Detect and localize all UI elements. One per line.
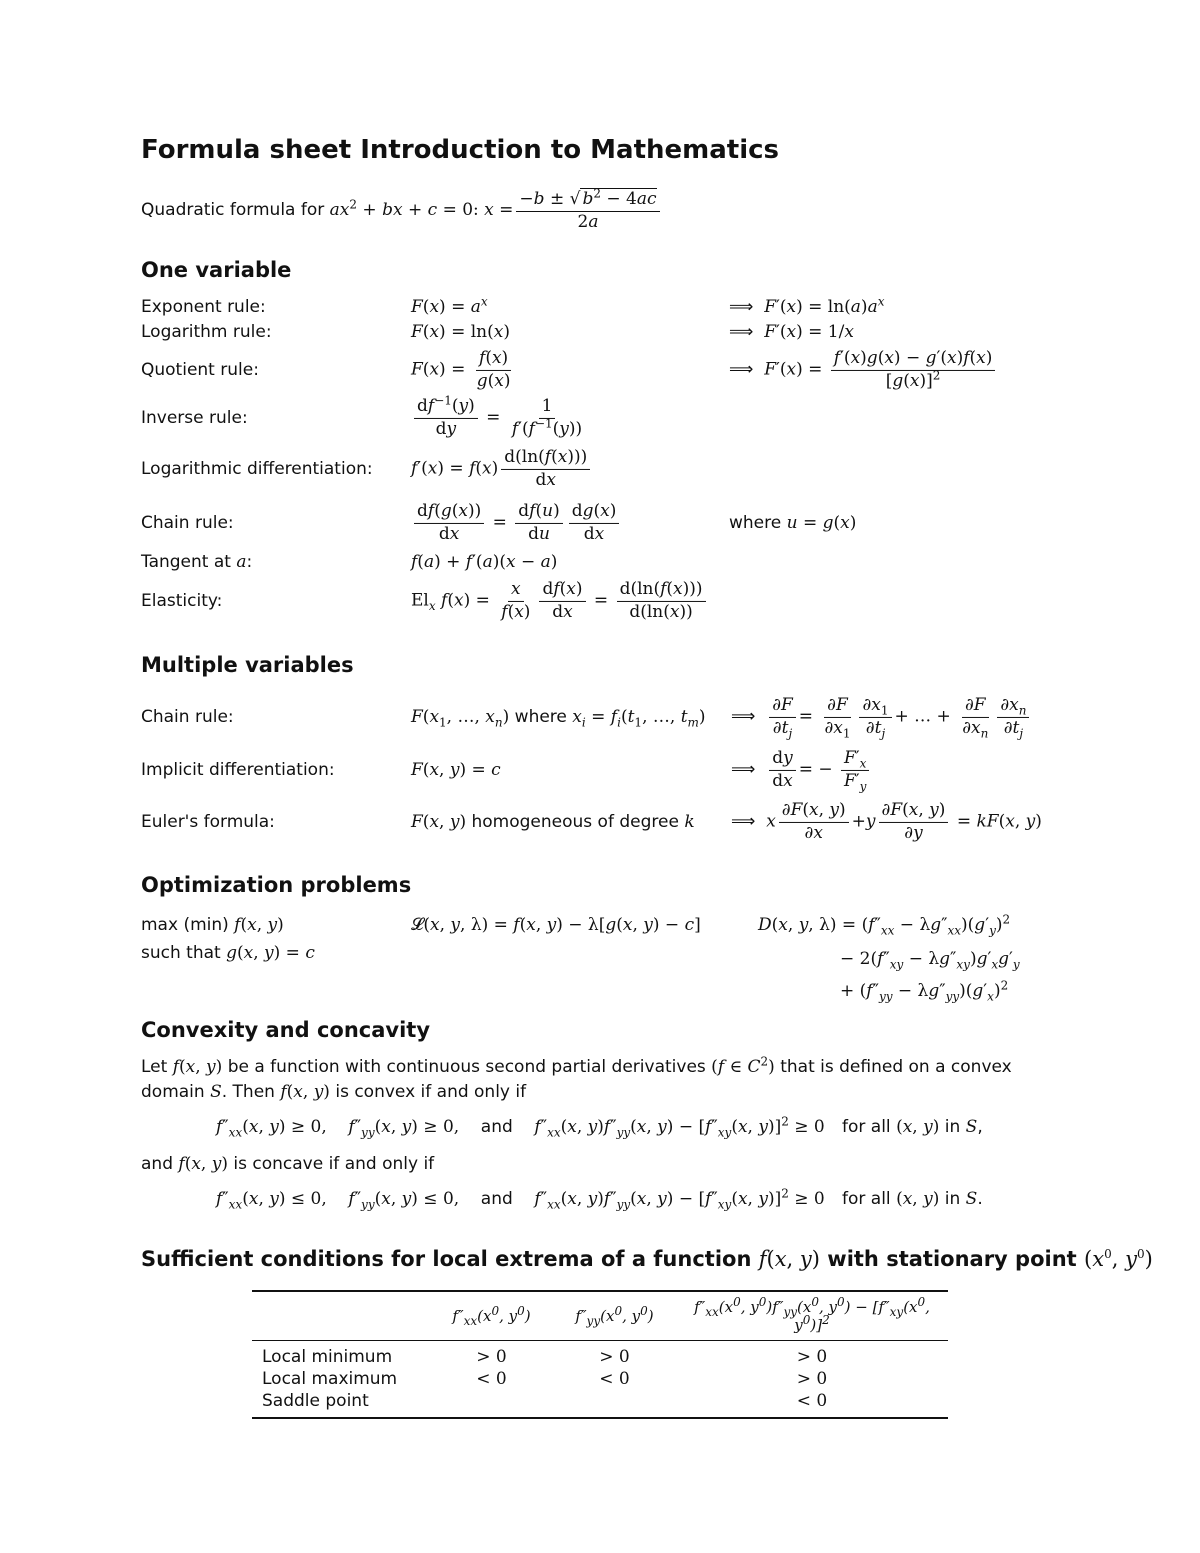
table-row bbox=[252, 1341, 948, 1369]
table-row bbox=[252, 1368, 948, 1390]
section-one-variable: One variable bbox=[141, 258, 292, 282]
exponent-rule-result: ⟹ $F'(x) = \ln(a)a^x$ bbox=[729, 294, 885, 317]
multi-chain-label: Chain rule: bbox=[141, 707, 234, 727]
row-label: Local minimum bbox=[262, 1347, 393, 1367]
quadratic-formula bbox=[141, 186, 663, 236]
quadratic-equation: $ax^2$ + bx + c = 0: x = bbox=[329, 197, 514, 221]
multi-chain-formula: $F(x_1$, …, $x_n$) where $x_i = f_i(t_1$, …, $t_m$) bbox=[411, 707, 706, 730]
chain-rule-row bbox=[141, 499, 1061, 547]
section-sufficient: Sufficient conditions for local extrema of a function f(x, y) with stationary point ($x^0$, $y^0$) bbox=[141, 1247, 1153, 1271]
chain-rule-where: where u = g(x) bbox=[729, 513, 857, 533]
table-header-row bbox=[252, 1291, 948, 1341]
section-convexity: Convexity and concavity bbox=[141, 1018, 431, 1042]
quadratic-label: Quadratic formula for bbox=[141, 200, 325, 221]
row-fxx: < 0 bbox=[476, 1369, 507, 1389]
convex-condition: $f''_{xx}(x$, y) ≥ 0, $f''_{yy}(x$, y) ≥ 0, and $f''_{xx}(x$, $y)f''_{yy}(x$, $y) - [f''_{xy}(x$, y)]$^2$ ≥ 0 bbox=[216, 1114, 825, 1140]
tangent-row bbox=[141, 549, 1061, 575]
lagrangian: 𝓛(x, y, λ) = f(x, y) − λ[g(x, y) − c] bbox=[411, 915, 701, 935]
log-diff-label: Logarithmic differentiation: bbox=[141, 459, 373, 479]
elasticity-formula: $El_x$ f(x) = $\frac{x}{f(x)}$ $\frac{df(x)}{dx}$ = $\frac{d(\ln(f(x)))}{d(\ln(x))}$ bbox=[411, 580, 709, 622]
row-label: Local maximum bbox=[262, 1369, 398, 1389]
row-fyy: < 0 bbox=[599, 1369, 630, 1389]
euler-row bbox=[141, 797, 1061, 847]
quotient-rule-result: ⟹ F′(x) = $\frac{f'(x)g(x) - g'(x)f(x)}{[g(x)]^2}$ bbox=[729, 349, 998, 391]
quotient-rule-formula: F(x) = $\frac{f(x)}{g(x)}$ bbox=[411, 347, 511, 391]
sufficient-conditions-table bbox=[252, 1290, 948, 1419]
row-fyy bbox=[553, 1390, 676, 1418]
table-header-empty bbox=[252, 1291, 430, 1341]
row-det: > 0 bbox=[796, 1347, 828, 1367]
concave-intro: and f(x, y) is concave if and only if bbox=[141, 1154, 435, 1174]
implicit-formula: F(x, y) = c bbox=[411, 760, 501, 780]
log-diff-formula: f′(x) = f(x) $\frac{d(\ln(f(x)))}{dx}$ bbox=[411, 448, 593, 490]
row-det: < 0 bbox=[796, 1391, 828, 1411]
section-multiple-variables: Multiple variables bbox=[141, 653, 354, 677]
concave-condition: $f''_{xx}(x$, y) ≤ 0, $f''_{yy}(x$, y) ≤ 0, and $f''_{xx}(x$, $y)f''_{yy}(x$, $y) - [f''_{xy}(x$, y)]$^2$ ≥ 0 bbox=[216, 1186, 825, 1212]
convexity-intro-line-1: Let f(x, y) be a function with continuous second partial derivatives (f ∈ $C^2$) that is defined on a convex bbox=[141, 1054, 1012, 1077]
table-header-fxx: $f''_{xx}(x^0$, $y^0$) bbox=[430, 1291, 553, 1341]
tangent-formula: f(a) + f′(a)(x − a) bbox=[411, 552, 558, 572]
inverse-rule-row bbox=[141, 394, 1061, 442]
such-that-constraint: such that g(x, y) = c bbox=[141, 943, 315, 963]
chain-rule-label: Chain rule: bbox=[141, 513, 234, 533]
row-fxx bbox=[430, 1390, 553, 1418]
exponent-rule-formula: $F(x) = a^x$ bbox=[411, 294, 488, 317]
quadratic-fraction: $\frac{-b \pm √ b^2 - 4ac}{2a}$ bbox=[516, 190, 659, 232]
row-fyy: > 0 bbox=[599, 1347, 630, 1367]
row-fxx: > 0 bbox=[476, 1347, 507, 1367]
max-min-objective: max (min) f(x, y) bbox=[141, 915, 284, 935]
convexity-intro-line-2: domain S. Then f(x, y) is convex if and only if bbox=[141, 1082, 527, 1102]
table-row bbox=[252, 1390, 948, 1418]
quotient-rule-row bbox=[141, 346, 1061, 394]
logarithm-rule-result: ⟹ F′(x) = 1/x bbox=[729, 322, 854, 342]
tangent-label: Tangent at a: bbox=[141, 552, 253, 572]
implicit-row bbox=[141, 745, 1061, 795]
table-header-fyy: $f''_{yy}(x^0$, $y^0$) bbox=[553, 1291, 676, 1341]
euler-label: Euler's formula: bbox=[141, 812, 275, 832]
quotient-rule-label: Quotient rule: bbox=[141, 360, 259, 380]
log-diff-row bbox=[141, 445, 1061, 493]
euler-formula: F(x, y) homogeneous of degree k bbox=[411, 812, 695, 832]
bordered-hessian-line-3: + $(f''_{yy} - \lambda g''_{yy})(g'_x)^2$ bbox=[840, 978, 1009, 1004]
logarithm-rule-formula: F(x) = ln(x) bbox=[411, 322, 510, 342]
inverse-rule-label: Inverse rule: bbox=[141, 408, 248, 428]
chain-rule-formula: $\frac{df(g(x))}{dx}$ = $\frac{df(u)}{du}$ $\frac{dg(x)}{dx}$ bbox=[411, 502, 622, 544]
implicit-result: ⟹ $\frac{dy}{dx}$ = − $\frac{F'_x}{F'_y}$ bbox=[731, 749, 872, 791]
elasticity-row bbox=[141, 577, 1061, 625]
exponent-rule-row bbox=[141, 294, 1061, 320]
bordered-hessian-line-1: D(x, y, $\lambda) = (f''_{xx} - \lambda g''_{xx})(g'_y)^2$ bbox=[758, 912, 1011, 938]
multi-chain-row bbox=[141, 692, 1061, 742]
row-det: > 0 bbox=[796, 1369, 828, 1389]
implicit-label: Implicit differentiation: bbox=[141, 760, 335, 780]
exponent-rule-label: Exponent rule: bbox=[141, 297, 266, 317]
section-optimization: Optimization problems bbox=[141, 873, 412, 897]
convex-domain: for all (x, y) in S, bbox=[842, 1117, 983, 1137]
table-header-determinant: $f''_{xx}(x^0$, $y^0)f''_{yy}(x^0$, $y^0) - [f''_{xy}(x^0$, $y^0)]^2$ bbox=[676, 1291, 948, 1341]
row-label: Saddle point bbox=[262, 1391, 369, 1411]
logarithm-rule-row bbox=[141, 319, 1061, 345]
bordered-hessian-line-2: − $2(f''_{xy} - \lambda g''_{xy})g'_xg'_y$ bbox=[840, 949, 1020, 972]
logarithm-rule-label: Logarithm rule: bbox=[141, 322, 272, 342]
inverse-rule-formula: $\frac{df^{-1}(y)}{dy}$ = $\frac{1}{f'(f^{-1}(y))}$ bbox=[411, 397, 588, 439]
page-title: Formula sheet Introduction to Mathematics bbox=[141, 135, 780, 165]
concave-domain: for all (x, y) in S. bbox=[842, 1189, 983, 1209]
multi-chain-result: ⟹ $\frac{\partial F}{\partial t_j}$ = $\frac{\partial F}{\partial x_1}$ $\frac{\partial x_1}{\partial t_j}$ + … + $\frac{\partial F}{\partial x_n}$ $\frac{\partial x_n}{\partial t_j}$ bbox=[731, 696, 1032, 738]
euler-result: ⟹ x $\frac{\partial F(x, y)}{\partial x}$ +y $\frac{\partial F(x, y)}{\partial y}$ = kF(x, y) bbox=[731, 799, 1042, 843]
elasticity-label: Elasticity: bbox=[141, 591, 223, 611]
